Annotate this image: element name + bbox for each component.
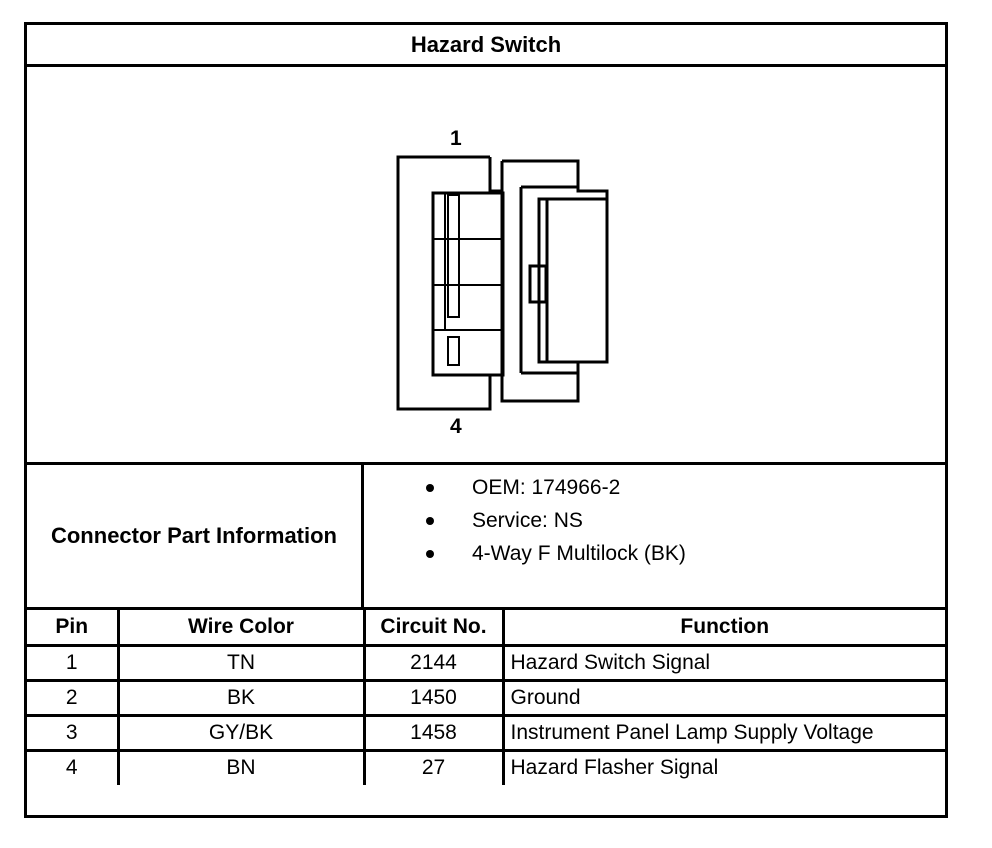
wire-color-cell: BK <box>118 680 364 715</box>
connector-info-item <box>364 504 945 537</box>
connector-sheet <box>24 22 948 818</box>
bullet-icon <box>426 517 434 525</box>
pin-4-label: 4 <box>450 415 462 438</box>
header-wire-color: Wire Color <box>118 610 364 645</box>
pin-table-header <box>27 610 945 645</box>
function-cell: Instrument Panel Lamp Supply Voltage <box>503 715 945 750</box>
circuit-cell: 2144 <box>364 645 503 680</box>
circuit-cell: 1450 <box>364 680 503 715</box>
connector-face-drawing <box>27 67 945 462</box>
header-function: Function <box>503 610 945 645</box>
header-pin: Pin <box>27 610 118 645</box>
wire-color-cell: TN <box>118 645 364 680</box>
function-cell: Ground <box>503 680 945 715</box>
function-cell: Hazard Switch Signal <box>503 645 945 680</box>
terminal-slot-4 <box>448 337 459 365</box>
connector-info-row <box>27 462 945 610</box>
terminal-slot-1 <box>448 195 459 317</box>
table-row <box>27 750 945 785</box>
pin-cell: 3 <box>27 715 118 750</box>
oem-part-number: OEM: 174966-2 <box>472 475 621 499</box>
circuit-cell: 1458 <box>364 715 503 750</box>
pin-cell: 1 <box>27 645 118 680</box>
pin-1-label: 1 <box>450 127 462 150</box>
housing-notch-top <box>490 157 502 191</box>
connector-info-list <box>364 471 945 570</box>
pin-cell: 2 <box>27 680 118 715</box>
function-cell: Hazard Flasher Signal <box>503 750 945 785</box>
header-circuit: Circuit No. <box>364 610 503 645</box>
wire-color-cell: BN <box>118 750 364 785</box>
table-row <box>27 715 945 750</box>
circuit-cell: 27 <box>364 750 503 785</box>
pin-table <box>27 610 945 785</box>
pin-cell: 4 <box>27 750 118 785</box>
diagram-title: Hazard Switch <box>27 25 945 67</box>
connector-info-label: Connector Part Information <box>27 465 364 607</box>
connector-diagram <box>27 67 945 462</box>
service-part-number: Service: NS <box>472 508 583 532</box>
bullet-icon <box>426 484 434 492</box>
connector-info-item <box>364 471 945 504</box>
connector-info-item <box>364 537 945 570</box>
table-row <box>27 680 945 715</box>
table-row <box>27 645 945 680</box>
bullet-icon <box>426 550 434 558</box>
lock-body <box>539 199 607 362</box>
wire-color-cell: GY/BK <box>118 715 364 750</box>
connector-description: 4-Way F Multilock (BK) <box>472 541 686 565</box>
latch-housing <box>502 161 607 401</box>
